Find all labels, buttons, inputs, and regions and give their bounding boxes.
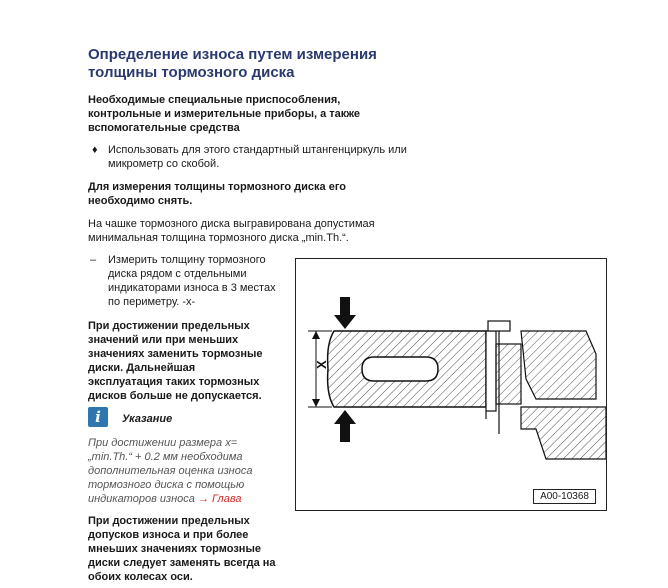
brake-disc-figure (295, 258, 607, 511)
chapter-link[interactable]: → Глава (197, 493, 242, 505)
measure-step-text: Измерить толщину тормозного диска рядом с отдельными индикаторами износа в 3 местах по периметру. -x- (108, 254, 276, 308)
brake-disc-cross-section (296, 259, 606, 510)
page-title: Определение износа путем измерения толщины тормозного диска (88, 46, 377, 81)
final-warning: При достижении предельных допусков износа и при более мнеьших значениях тормозные диски следует заменять всегда на обоих колесах оси. (88, 515, 276, 583)
bottom-arrow-head (334, 410, 356, 424)
tools-heading: Необходимые специальные приспособления, контрольные и измерительные приборы, а также вспомогательные средства (88, 94, 361, 134)
bearing-housing (521, 407, 606, 459)
bottom-arrow-shaft (340, 424, 350, 442)
bolt (488, 321, 510, 331)
info-icon: i (88, 407, 108, 427)
step-dash: – (90, 254, 97, 266)
hub-assembly (521, 331, 596, 399)
top-arrow-head (334, 315, 356, 329)
note-body: При достижении размера x= „min.Th.“ + 0.2 мм необходима дополнительная оценка износа тормозного диска с помощью индикаторов износа (88, 437, 253, 505)
vent-slot (362, 357, 438, 381)
dim-arrow-bottom (312, 399, 320, 407)
replace-warning: При достижении предельных значений или при меньших значениях заменить тормозные диски. Дальнейшая эксплуатация таких тормозных дисков больше не допускается. (88, 320, 263, 402)
figure-code: A00-10368 (533, 489, 596, 504)
hub-body (496, 344, 521, 404)
hub-flange (486, 331, 496, 411)
remove-disc-note: Для измерения толщины тормозного диска его необходимо снять. (88, 181, 347, 207)
note-text (88, 436, 268, 506)
dim-arrow-top (312, 331, 320, 339)
tools-bullet-text: Использовать для этого стандартный штангенциркуль или микрометр со скобой. (108, 144, 407, 170)
top-arrow-shaft (340, 297, 350, 315)
dimension-label: X (314, 360, 329, 369)
note-label: Указание (122, 413, 173, 425)
bullet-diamond-icon: ♦ (92, 144, 98, 156)
engraving-note: На чашке тормозного диска выгравирована допустимая минимальная толщина тормозного диска „min.Th.“. (88, 218, 375, 244)
